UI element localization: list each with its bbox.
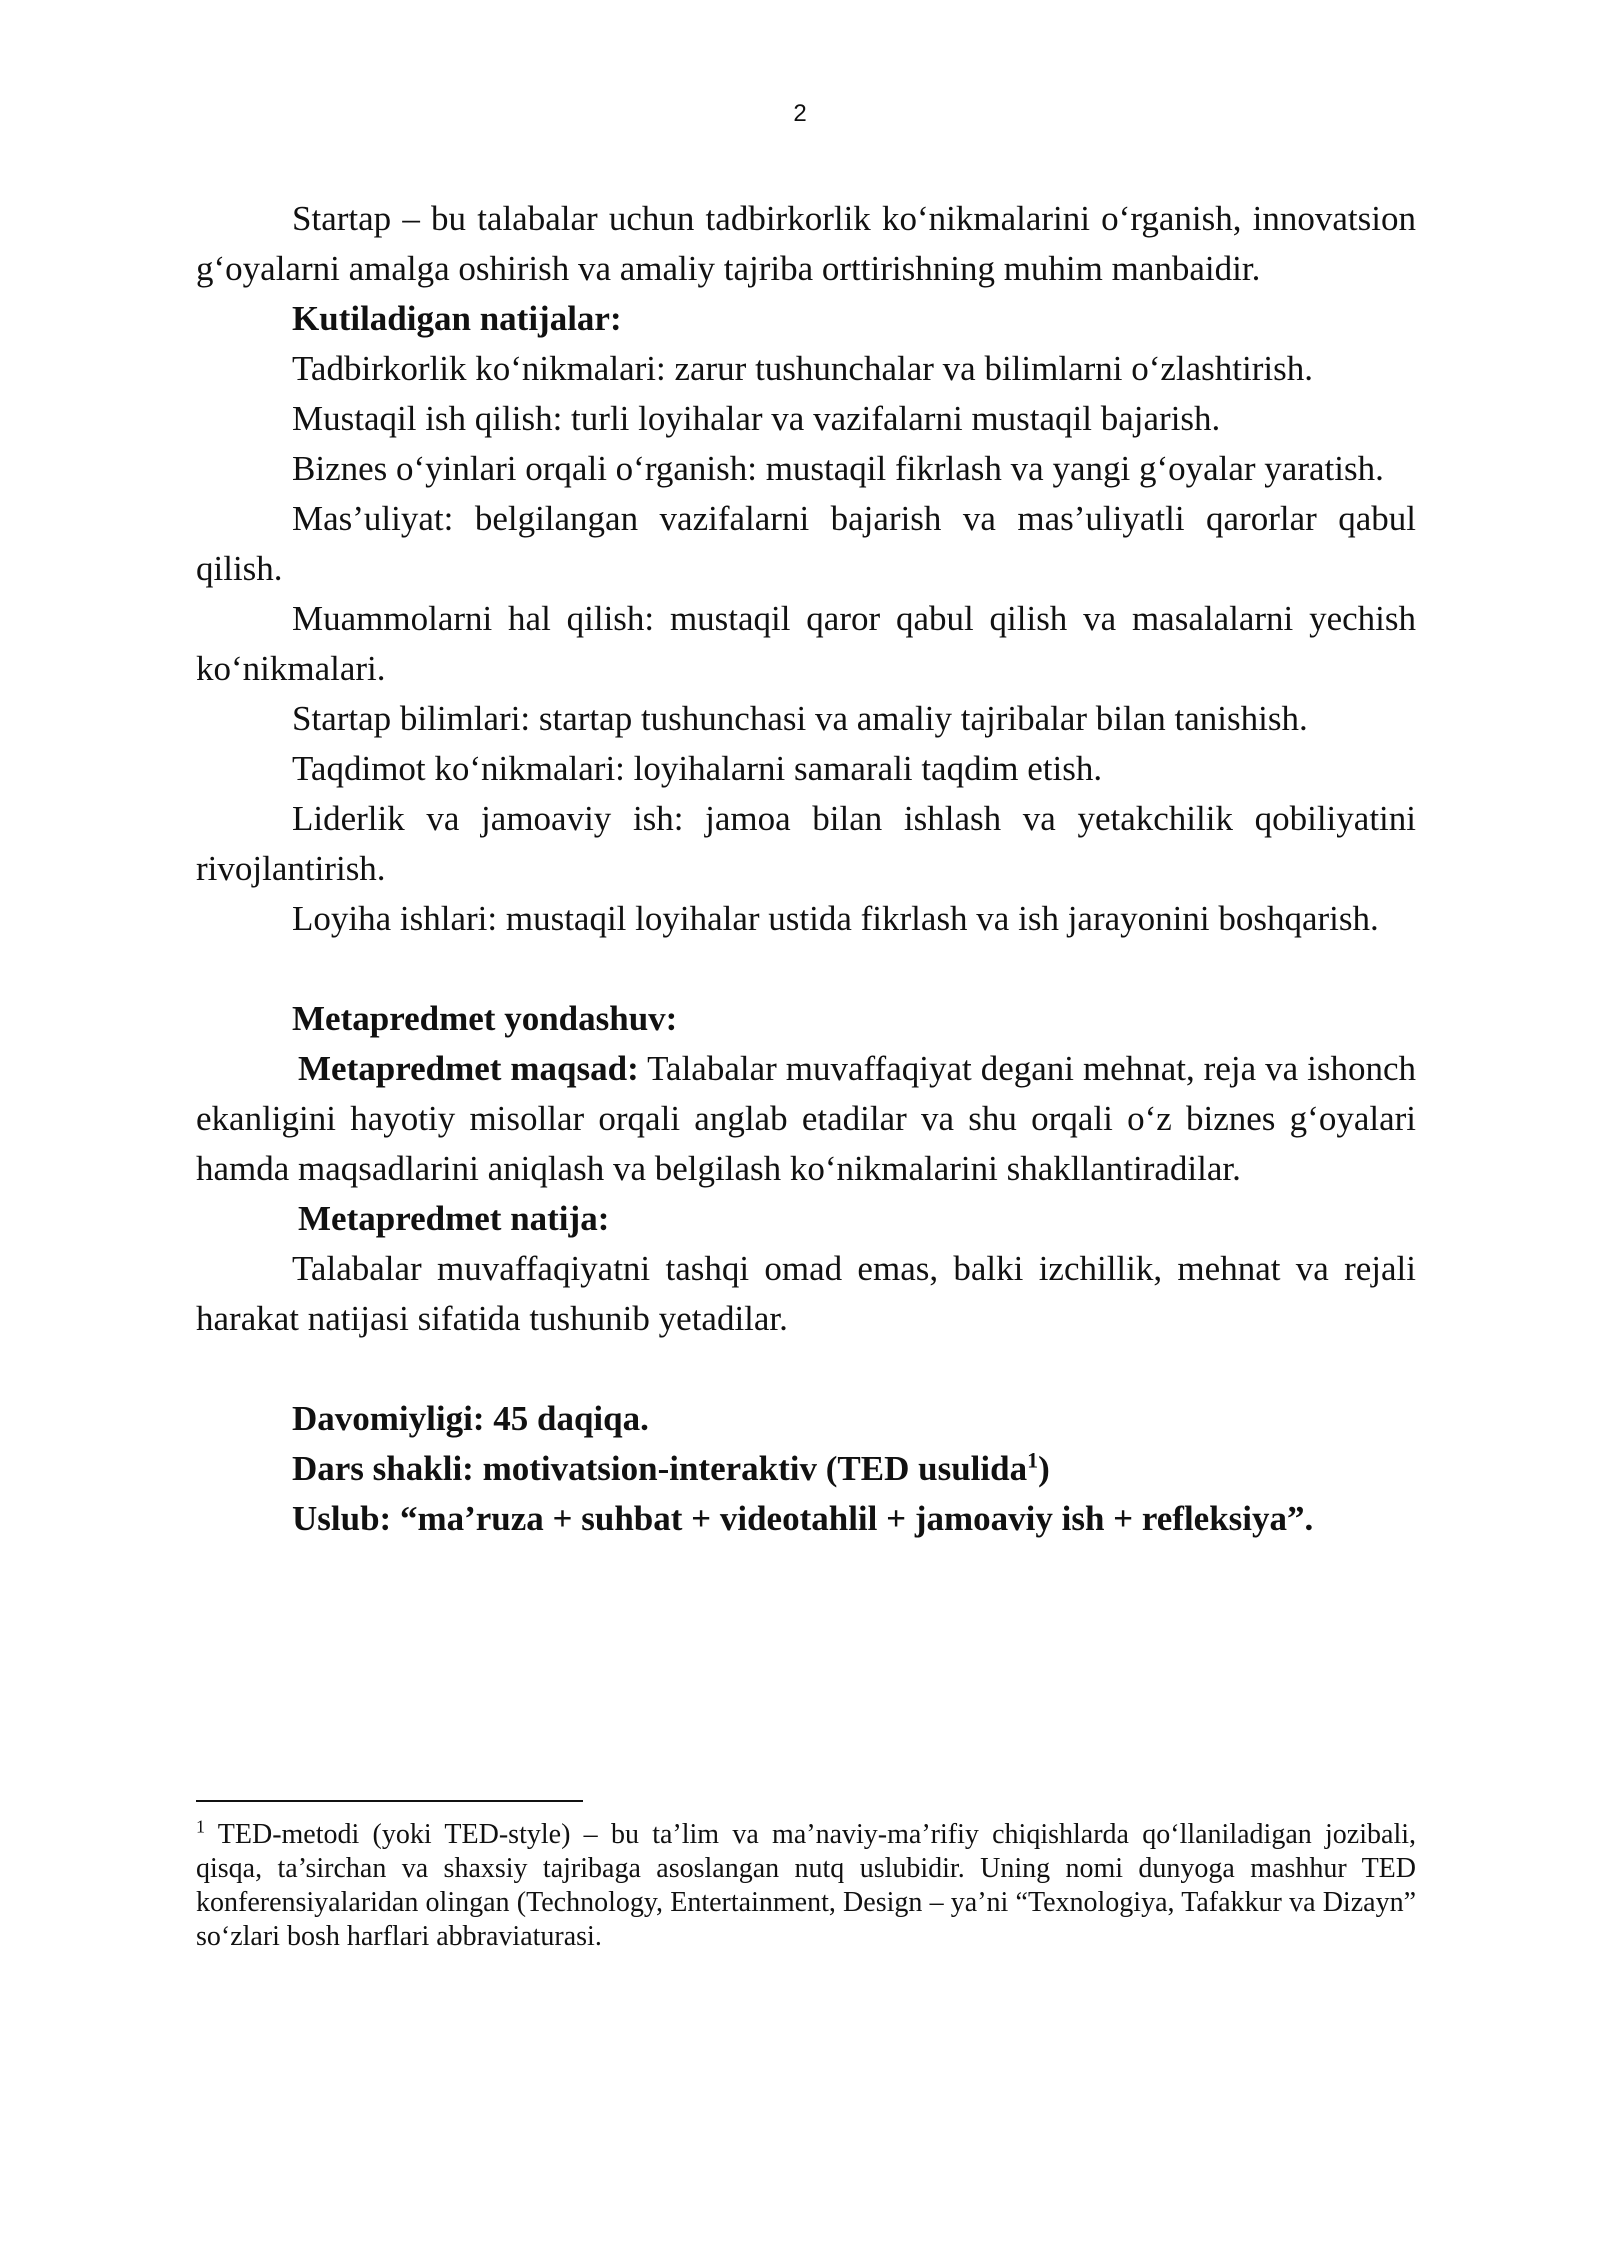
meta-heading: Metapredmet yondashuv:	[292, 999, 678, 1038]
meta-goal-text: Talabalar muvaffaqiyat degani mehnat, reja va ishonch ekanligini hayotiy misollar orqali anglab etadilar va shu orqali o‘z biznes g‘oyalari hamda maqsadlarini aniqlash va belgilash ko‘nikmalarini shakllantiradilar.	[196, 1049, 1416, 1188]
document-body	[196, 194, 1416, 1544]
result-item-8: Liderlik va jamoaviy ish: jamoa bilan ishlash va yetakchilik qobiliyatini rivojlantirish.	[196, 799, 1416, 888]
result-item-1: Tadbirkorlik ko‘nikmalari: zarur tushunchalar va bilimlarni o‘zlashtirish.	[292, 349, 1313, 388]
result-item-4: Mas’uliyat: belgilangan vazifalarni bajarish va mas’uliyatli qarorlar qabul qilish.	[196, 499, 1416, 588]
footnote	[196, 1818, 1416, 1954]
footnote-reference: 1	[1027, 1447, 1039, 1473]
page-number: 2	[793, 100, 807, 127]
result-item-9: Loyiha ishlari: mustaqil loyihalar ustida fikrlash va ish jarayonini boshqarish.	[292, 899, 1379, 938]
meta-result-heading: Metapredmet natija:	[298, 1199, 610, 1238]
section-gap	[196, 944, 1416, 994]
result-item-5: Muammolarni hal qilish: mustaqil qaror qabul qilish va masalalarni yechish ko‘nikmalari.	[196, 599, 1416, 688]
result-item-3: Biznes o‘yinlari orqali o‘rganish: mustaqil fikrlash va yangi g‘oyalar yaratish.	[292, 449, 1384, 488]
method-line: Uslub: “ma’ruza + suhbat + videotahlil + jamoaviy ish + refleksiya”.	[292, 1499, 1314, 1538]
footnote-separator	[196, 1800, 583, 1802]
duration-line: Davomiyligi: 45 daqiqa.	[292, 1399, 649, 1438]
result-item-6: Startap bilimlari: startap tushunchasi va amaliy tajribalar bilan tanishish.	[292, 699, 1308, 738]
result-item-2: Mustaqil ish qilish: turli loyihalar va vazifalarni mustaqil bajarish.	[292, 399, 1221, 438]
meta-result-paragraph: Talabalar muvaffaqiyatni tashqi omad emas, balki izchillik, mehnat va rejali harakat natijasi sifatida tushunib yetadilar.	[196, 1249, 1416, 1338]
results-heading: Kutiladigan natijalar:	[292, 299, 622, 338]
section-gap	[196, 1344, 1416, 1394]
meta-goal-paragraph	[196, 1044, 1416, 1194]
result-item-7: Taqdimot ko‘nikmalari: loyihalarni samarali taqdim etish.	[292, 749, 1103, 788]
lesson-form-line: Dars shakli: motivatsion-interaktiv (TED usulida$^1$)	[292, 1447, 1050, 1488]
footnote-text: TED-metodi (yoki TED-style) – bu ta’lim va ma’naviy-ma’rifiy chiqishlarda qo‘llaniladigan jozibali, qisqa, ta’sirchan va shaxsiy tajribaga asoslangan nutq uslubidir. Uning nomi dunyoga mashhur TED konferensiyalaridan olingan (Technology, Entertainment, Design – ya’ni “Texnologiya, Tafakkur va Dizayn” so‘zlari bosh harflari abbraviaturasi.	[196, 1819, 1416, 1952]
footnote-mark: 1	[196, 1816, 205, 1837]
intro-paragraph: Startap – bu talabalar uchun tadbirkorlik ko‘nikmalarini o‘rganish, innovatsion g‘oyalarni amalga oshirish va amaliy tajriba orttirishning muhim manbaidir.	[196, 199, 1416, 288]
meta-goal-label: Metapredmet maqsad:	[298, 1049, 639, 1088]
